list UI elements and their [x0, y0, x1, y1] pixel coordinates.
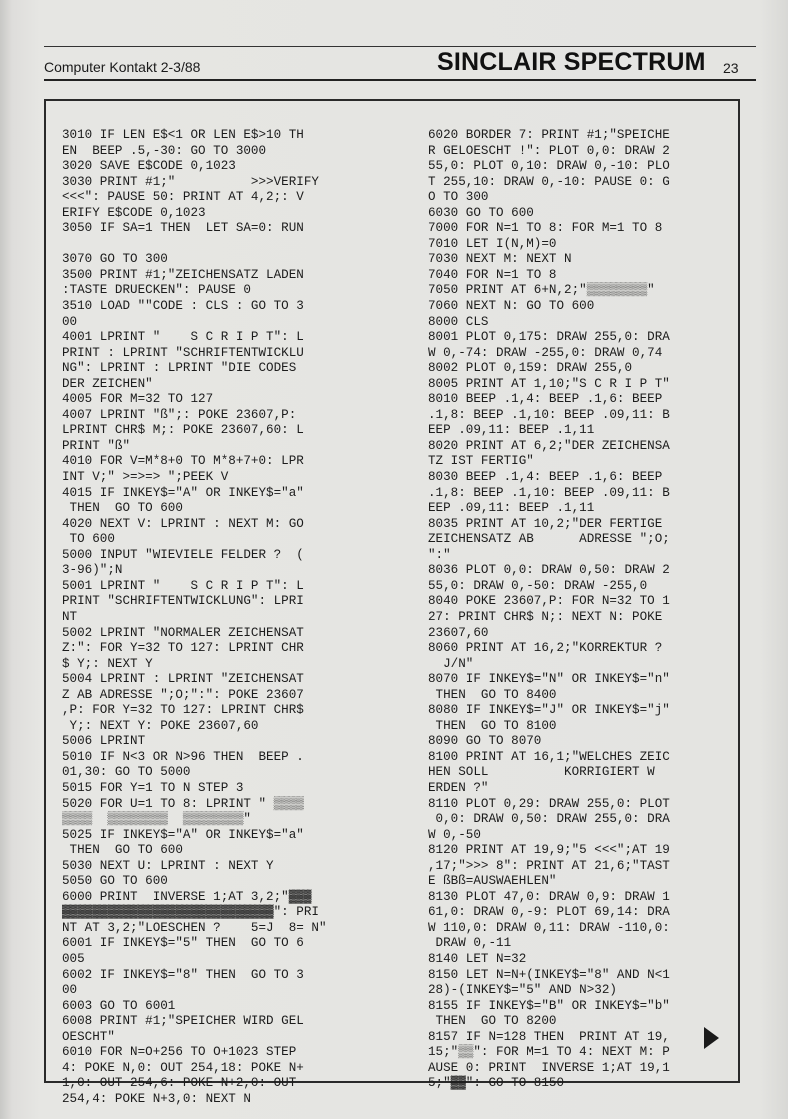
- code-line: 28)-(INKEY$="5" AND N>32): [428, 983, 617, 998]
- code-line: 8035 PRINT AT 10,2;"DER FERTIGE: [428, 516, 663, 531]
- code-line: THEN GO TO 8100: [428, 718, 557, 733]
- code-line: 5004 LPRINT : LPRINT "ZEICHENSAT: [62, 672, 304, 687]
- code-line: 8020 PRINT AT 6,2;"DER ZEICHENSA: [428, 438, 670, 453]
- code-line: 3010 IF LEN E$<1 OR LEN E$>10 TH: [62, 128, 304, 142]
- code-line: $ Y;: NEXT Y: [62, 656, 153, 671]
- code-line: 8002 PLOT 0,159: DRAW 255,0: [428, 361, 633, 376]
- code-line: DER ZEICHEN": [62, 376, 153, 391]
- code-line: 4007 LPRINT "ß";: POKE 23607,P:: [62, 407, 297, 422]
- code-line: 7060 NEXT N: GO TO 600: [428, 299, 595, 314]
- code-line: ERDEN ?": [428, 780, 489, 795]
- code-line: ▒▒▒▒ ▒▒▒▒▒▒▒▒ ▒▒▒▒▒▒▒▒": [62, 812, 251, 827]
- code-line: 5002 LPRINT "NORMALER ZEICHENSAT: [62, 625, 304, 640]
- code-line: EEP .09,11: BEEP .1,11: [428, 501, 595, 516]
- code-line: 8120 PRINT AT 19,9;"5 <<<";AT 19: [428, 843, 670, 858]
- code-line: 8030 BEEP .1,4: BEEP .1,6: BEEP: [428, 470, 663, 485]
- code-line: 3500 PRINT #1;"ZEICHENSATZ LADEN: [62, 267, 304, 282]
- code-line: 5;"▓▓": GO TO 8150: [428, 1076, 565, 1091]
- code-line: OESCHT": [62, 1029, 115, 1044]
- code-line: PRINT "ß": [62, 438, 131, 453]
- code-line: O TO 300: [428, 190, 489, 205]
- code-line: 7010 LET I(N,M)=0: [428, 236, 557, 251]
- code-line: 7050 PRINT AT 6+N,2;"▒▒▒▒▒▒▒▒": [428, 283, 655, 298]
- code-line: 8080 IF INKEY$="J" OR INKEY$="j": [428, 703, 670, 718]
- code-line: 8110 PLOT 0,29: DRAW 255,0: PLOT: [428, 796, 670, 811]
- code-line: 8001 PLOT 0,175: DRAW 255,0: DRA: [428, 330, 670, 345]
- code-line: NG": LPRINT : LPRINT "DIE CODES: [62, 361, 297, 376]
- code-line: 5020 FOR U=1 TO 8: LPRINT " ▒▒▒▒: [62, 796, 304, 811]
- code-line: 8157 IF N=128 THEN PRINT AT 19,: [428, 1029, 670, 1044]
- code-line: 6002 IF INKEY$="8" THEN GO TO 3: [62, 967, 304, 982]
- listing-left-column: [62, 128, 402, 1107]
- code-line: 8000 CLS: [428, 314, 489, 329]
- header-rule-bottom: [44, 79, 756, 81]
- code-line: TZ IST FERTIG": [428, 454, 534, 469]
- code-line: W 0,-74: DRAW -255,0: DRAW 0,74: [428, 345, 663, 360]
- code-line: 6000 PRINT INVERSE 1;AT 3,2;"▓▓▓: [62, 889, 312, 904]
- code-line: AUSE 0: PRINT INVERSE 1;AT 19,1: [428, 1060, 670, 1075]
- code-line: 3070 GO TO 300: [62, 252, 168, 267]
- code-line: 01,30: GO TO 5000: [62, 765, 191, 780]
- code-line: ▓▓▓▓▓▓▓▓▓▓▓▓▓▓▓▓▓▓▓▓▓▓▓▓▓▓▓▓": PRI: [62, 905, 319, 920]
- code-line: <<<": PAUSE 50: PRINT AT 4,2;: V: [62, 190, 304, 205]
- code-line: 8150 LET N=N+(INKEY$="8" AND N<1: [428, 967, 670, 982]
- page-number: 23: [723, 60, 739, 76]
- code-line: Y;: NEXT Y: POKE 23607,60: [62, 718, 259, 733]
- code-line: 5030 NEXT U: LPRINT : NEXT Y: [62, 858, 274, 873]
- code-line: W 110,0: DRAW 0,11: DRAW -110,0:: [428, 920, 670, 935]
- code-line: 4001 LPRINT " S C R I P T": L: [62, 330, 304, 345]
- code-line: 5006 LPRINT: [62, 734, 146, 749]
- code-line: INT V;" >=>=> ";PEEK V: [62, 470, 229, 485]
- code-line: 7040 FOR N=1 TO 8: [428, 267, 557, 282]
- code-line: 5001 LPRINT " S C R I P T": L: [62, 578, 304, 593]
- code-line: DRAW 0,-11: [428, 936, 512, 951]
- code-line: :TASTE DRUECKEN": PAUSE 0: [62, 283, 251, 298]
- code-line: 61,0: DRAW 0,-9: PLOT 69,14: DRA: [428, 905, 670, 920]
- code-line: J/N": [428, 656, 474, 671]
- code-line: 5000 INPUT "WIEVIELE FELDER ? (: [62, 547, 304, 562]
- listing-right-column: [428, 128, 748, 1092]
- code-line: 8130 PLOT 47,0: DRAW 0,9: DRAW 1: [428, 889, 670, 904]
- code-line: 254,4: POKE N+3,0: NEXT N: [62, 1091, 251, 1106]
- code-line: 15;"▒▒": FOR M=1 TO 4: NEXT M: P: [428, 1045, 670, 1060]
- code-line: 23607,60: [428, 625, 489, 640]
- code-line: ":": [428, 547, 451, 562]
- code-line: W 0,-50: [428, 827, 481, 842]
- code-line: THEN GO TO 8400: [428, 687, 557, 702]
- code-line: ,P: FOR Y=32 TO 127: LPRINT CHR$: [62, 703, 304, 718]
- code-line: NT: [62, 609, 78, 624]
- code-line: E ßBß=AUSWAEHLEN": [428, 874, 557, 889]
- code-line: 6001 IF INKEY$="5" THEN GO TO 6: [62, 936, 304, 951]
- code-line: 55,0: PLOT 0,10: DRAW 0,-10: PLO: [428, 159, 670, 174]
- code-line: .1,8: BEEP .1,10: BEEP .09,11: B: [428, 407, 670, 422]
- code-line: 7000 FOR N=1 TO 8: FOR M=1 TO 8: [428, 221, 663, 236]
- code-line: THEN GO TO 600: [62, 843, 183, 858]
- triangle-right-icon: [704, 1027, 719, 1049]
- code-line: 1,0: OUT 254,6: POKE N+2,0: OUT: [62, 1076, 297, 1091]
- code-line: THEN GO TO 600: [62, 501, 183, 516]
- code-line: 6008 PRINT #1;"SPEICHER WIRD GEL: [62, 1014, 304, 1029]
- code-line: 8100 PRINT AT 16,1;"WELCHES ZEIC: [428, 749, 670, 764]
- code-line: 4015 IF INKEY$="A" OR INKEY$="a": [62, 485, 304, 500]
- code-line: ERIFY E$CODE 0,1023: [62, 205, 206, 220]
- code-line: T 255,10: DRAW 0,-10: PAUSE 0: G: [428, 174, 670, 189]
- code-line: 3020 SAVE E$CODE 0,1023: [62, 159, 236, 174]
- code-line: 00: [62, 983, 78, 998]
- code-line: 3-96)";N: [62, 563, 123, 578]
- code-line: 8140 LET N=32: [428, 951, 527, 966]
- section-title: SINCLAIR SPECTRUM: [437, 48, 706, 76]
- code-line: 3030 PRINT #1;" >>>VERIFY: [62, 174, 319, 189]
- code-line: 4020 NEXT V: LPRINT : NEXT M: GO: [62, 516, 304, 531]
- code-line: 0,0: DRAW 0,50: DRAW 255,0: DRA: [428, 812, 670, 827]
- code-line: 5010 IF N<3 OR N>96 THEN BEEP .: [62, 749, 304, 764]
- code-line: 55,0: DRAW 0,-50: DRAW -255,0: [428, 578, 648, 593]
- code-line: HEN SOLL KORRIGIERT W: [428, 765, 655, 780]
- code-line: 3050 IF SA=1 THEN LET SA=0: RUN: [62, 221, 304, 236]
- code-line: 8040 POKE 23607,P: FOR N=32 TO 1: [428, 594, 670, 609]
- code-line: 3510 LOAD ""CODE : CLS : GO TO 3: [62, 299, 304, 314]
- code-line: Z:": FOR Y=32 TO 127: LPRINT CHR: [62, 641, 304, 656]
- code-line: 4: POKE N,0: OUT 254,18: POKE N+: [62, 1060, 304, 1075]
- code-line: 7030 NEXT M: NEXT N: [428, 252, 572, 267]
- magazine-issue: Computer Kontakt 2-3/88: [44, 59, 201, 75]
- code-line: 8010 BEEP .1,4: BEEP .1,6: BEEP: [428, 392, 663, 407]
- code-line: ZEICHENSATZ AB ADRESSE ";O;: [428, 532, 670, 547]
- code-line: TO 600: [62, 532, 115, 547]
- code-line: 27: PRINT CHR$ N;: NEXT N: POKE: [428, 609, 663, 624]
- code-line: 8070 IF INKEY$="N" OR INKEY$="n": [428, 672, 670, 687]
- code-line: 4005 FOR M=32 TO 127: [62, 392, 214, 407]
- code-line: .1,8: BEEP .1,10: BEEP .09,11: B: [428, 485, 670, 500]
- code-line: Z AB ADRESSE ";O;":": POKE 23607: [62, 687, 304, 702]
- code-line: ,17;">>> 8": PRINT AT 21,6;"TAST: [428, 858, 670, 873]
- code-line: EN BEEP .5,-30: GO TO 3000: [62, 143, 267, 158]
- code-line: R GELOESCHT !": PLOT 0,0: DRAW 2: [428, 143, 670, 158]
- code-line: 8005 PRINT AT 1,10;"S C R I P T": [428, 376, 670, 391]
- code-line: 8155 IF INKEY$="B" OR INKEY$="b": [428, 998, 670, 1013]
- code-line: THEN GO TO 8200: [428, 1014, 557, 1029]
- code-line: 5015 FOR Y=1 TO N STEP 3: [62, 780, 244, 795]
- code-line: 6010 FOR N=O+256 TO O+1023 STEP: [62, 1045, 297, 1060]
- code-line: 8090 GO TO 8070: [428, 734, 542, 749]
- code-line: NT AT 3,2;"LOESCHEN ? 5=J 8= N": [62, 920, 327, 935]
- header-rule-top: [44, 46, 756, 47]
- code-line: 00: [62, 314, 78, 329]
- code-line: 6020 BORDER 7: PRINT #1;"SPEICHE: [428, 128, 670, 142]
- code-line: 8036 PLOT 0,0: DRAW 0,50: DRAW 2: [428, 563, 670, 578]
- code-line: 005: [62, 951, 85, 966]
- code-line: 8060 PRINT AT 16,2;"KORREKTUR ?: [428, 641, 663, 656]
- code-line: PRINT : LPRINT "SCHRIFTENTWICKLU: [62, 345, 304, 360]
- code-line: 6030 GO TO 600: [428, 205, 534, 220]
- code-line: PRINT "SCHRIFTENTWICKLUNG": LPRI: [62, 594, 304, 609]
- code-line: [62, 237, 402, 253]
- code-line: 4010 FOR V=M*8+0 TO M*8+7+0: LPR: [62, 454, 304, 469]
- code-line: LPRINT CHR$ M;: POKE 23607,60: L: [62, 423, 304, 438]
- code-line: 5025 IF INKEY$="A" OR INKEY$="a": [62, 827, 304, 842]
- code-line: 5050 GO TO 600: [62, 874, 168, 889]
- code-line: EEP .09,11: BEEP .1,11: [428, 423, 595, 438]
- code-line: 6003 GO TO 6001: [62, 998, 176, 1013]
